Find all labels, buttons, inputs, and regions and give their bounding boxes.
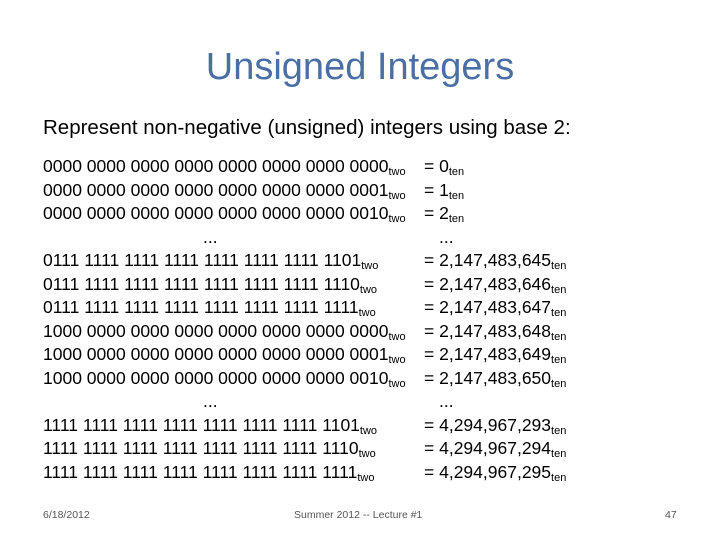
binary-value [43,367,406,391]
page-number: 47 [665,509,677,521]
binary-value [43,343,406,367]
binary-row [43,155,683,179]
decimal-value [424,179,464,203]
base-two-subscript: two [359,283,378,296]
binary-row [43,367,683,391]
equals-sign: = [424,297,435,317]
ellipsis-left: ... [203,391,218,411]
decimal-value [424,296,566,320]
decimal-value [424,273,566,297]
slide-title: Unsigned Integers [205,46,515,88]
base-ten-subscript: ten [448,189,465,202]
binary-digits: 0000 0000 0000 0000 0000 0000 0000 0000 [43,156,389,176]
binary-digits: 0000 0000 0000 0000 0000 0000 0000 0001 [43,179,389,200]
equals-sign: = [424,344,435,364]
binary-digits: 0000 0000 0000 0000 0000 0000 0000 0010 [43,203,389,223]
binary-row [43,437,683,461]
binary-digits: 1111 1111 1111 1111 1111 1111 1111 1110 [43,438,359,458]
binary-value [43,320,406,344]
decimal-value [424,437,566,461]
binary-digits: 0111 1111 1111 1111 1111 1111 1111 1101 [43,250,362,270]
base-two-subscript: two [388,166,406,178]
binary-value [43,249,378,273]
binary-value [43,414,377,438]
binary-row [43,202,683,226]
base-ten-subscript: ten [448,213,465,225]
binary-digits: 0111 1111 1111 1111 1111 1111 1111 1110 [43,273,360,294]
base-ten-subscript: ten [551,448,567,460]
base-ten-subscript: ten [551,377,567,390]
binary-value [43,202,406,226]
equals-sign: = [424,414,435,435]
binary-row [43,461,683,485]
binary-table [43,155,683,484]
base-two-subscript: two [361,260,379,272]
equals-sign: = [424,320,435,341]
base-ten-subscript: ten [551,307,567,319]
decimal-digits: 2 [439,203,449,223]
base-ten-subscript: ten [551,260,567,272]
binary-row [43,414,683,438]
decimal-digits: 2,147,483,648 [439,320,552,341]
base-ten-subscript: ten [551,424,567,437]
binary-digits: 1000 0000 0000 0000 0000 0000 0000 0000 [43,320,389,341]
decimal-digits: 1 [439,179,449,200]
ellipsis-row [43,226,683,250]
equals-sign: = [424,273,435,294]
binary-row [43,320,683,344]
binary-value [43,179,406,203]
base-two-subscript: two [388,330,406,343]
base-ten-subscript: ten [551,471,567,484]
base-two-subscript: two [388,354,406,366]
binary-row [43,179,683,203]
equals-sign: = [424,250,435,270]
equals-sign: = [424,438,435,458]
decimal-value [424,367,566,391]
binary-value [43,437,376,461]
binary-digits: 1000 0000 0000 0000 0000 0000 0000 0010 [43,367,389,388]
decimal-digits: 4,294,967,293 [439,414,552,435]
decimal-digits: 2,147,483,650 [439,367,552,388]
base-ten-subscript: ten [551,354,567,366]
decimal-digits: 4,294,967,294 [439,438,552,458]
binary-digits: 0111 1111 1111 1111 1111 1111 1111 1111 [43,297,359,317]
equals-sign: = [424,367,435,388]
binary-value [43,461,374,485]
base-ten-subscript: ten [551,283,567,296]
footer-date: 6/18/2012 [43,509,90,521]
binary-digits: 1000 0000 0000 0000 0000 0000 0000 0001 [43,344,389,364]
binary-value [43,296,376,320]
decimal-digits: 2,147,483,646 [439,273,552,294]
equals-sign: = [424,156,435,176]
decimal-value [424,202,464,226]
decimal-value [424,461,566,485]
binary-row [43,249,683,273]
binary-value [43,273,377,297]
decimal-digits: 4,294,967,295 [439,461,552,482]
ellipsis-right: ... [439,391,454,411]
equals-sign: = [424,461,435,482]
ellipsis-right: ... [439,226,454,247]
decimal-digits: 2,147,483,645 [439,250,552,270]
decimal-value [424,320,566,344]
binary-value [43,155,406,179]
ellipsis-row [43,390,683,414]
decimal-value [424,249,566,273]
equals-sign: = [424,179,435,200]
base-two-subscript: two [388,189,406,202]
decimal-digits: 0 [439,156,449,176]
binary-digits: 1111 1111 1111 1111 1111 1111 1111 1101 [43,414,360,435]
base-two-subscript: two [358,448,376,460]
base-ten-subscript: ten [551,330,567,343]
footer-lecture: Summer 2012 -- Lecture #1 [294,509,423,521]
binary-digits: 1111 1111 1111 1111 1111 1111 1111 1111 [43,461,358,482]
slide-subtitle: Represent non-negative (unsigned) integers using base 2: [43,116,571,139]
base-two-subscript: two [388,377,406,390]
binary-row [43,273,683,297]
base-two-subscript: two [388,213,406,225]
binary-row [43,343,683,367]
equals-sign: = [424,203,435,223]
base-two-subscript: two [357,471,375,484]
base-two-subscript: two [358,307,376,319]
binary-row [43,296,683,320]
decimal-value [424,343,566,367]
decimal-value [424,155,464,179]
base-ten-subscript: ten [448,166,465,178]
base-two-subscript: two [359,424,378,437]
decimal-digits: 2,147,483,647 [439,297,552,317]
decimal-digits: 2,147,483,649 [439,344,552,364]
decimal-value [424,414,566,438]
ellipsis-left: ... [203,226,218,247]
